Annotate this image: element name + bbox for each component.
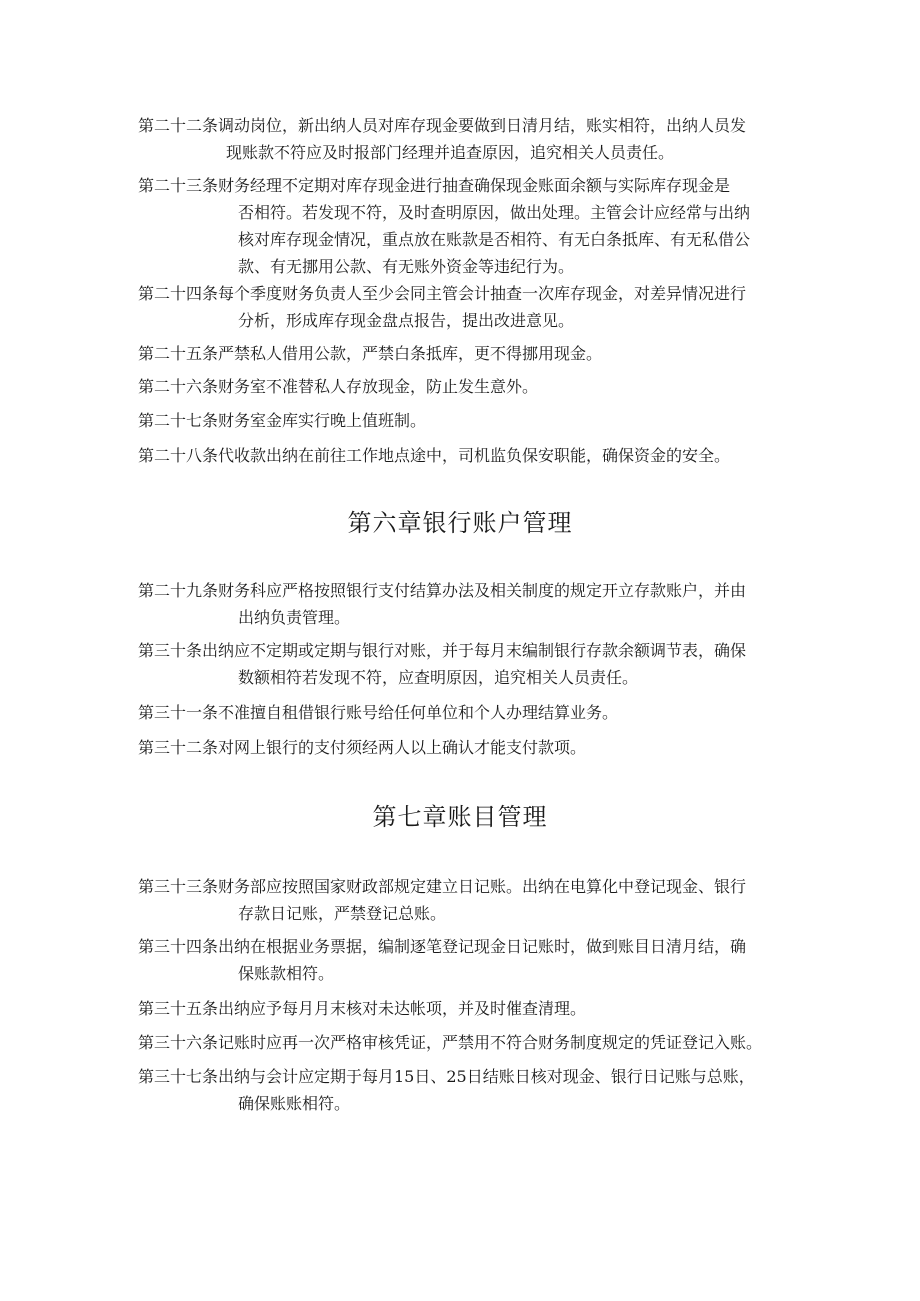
article-line: 第二十三条财务经理不定期对库存现金进行抽查确保现金账面余额与实际库存现金是 — [138, 176, 731, 195]
chapter-7-heading: 第七章账目管理 — [372, 803, 548, 831]
article-line: 数额相符若发现不符，应查明原因，追究相关人员责任。 — [238, 668, 639, 687]
article-line: 第三十一条不准擅自租借银行账号给任何单位和个人办理结算业务。 — [138, 703, 619, 722]
article-23 — [138, 172, 793, 280]
article-26 — [138, 373, 793, 400]
article-22 — [138, 112, 793, 166]
article-line: 第三十条出纳应不定期或定期与银行对账，并于每月末编制银行存款余额调节表，确保 — [138, 641, 747, 660]
article-33 — [138, 873, 793, 927]
article-line: 第三十五条出纳应予每月月末核对未达帐项，并及时催查清理。 — [138, 999, 587, 1018]
article-32 — [138, 734, 793, 761]
article-29 — [138, 577, 793, 631]
article-36 — [138, 1029, 793, 1056]
article-line: 第二十四条每个季度财务负责人至少会同主管会计抽查一次库存现金，对差异情况进行 — [138, 284, 747, 303]
article-line: 分析，形成库存现金盘点报告，提出改进意见。 — [238, 311, 575, 330]
article-line: 第二十二条调动岗位，新出纳人员对库存现金要做到日清月结，账实相符，出纳人员发 — [138, 116, 747, 135]
article-35 — [138, 995, 793, 1022]
article-line: 第三十三条财务部应按照国家财政部规定建立日记账。出纳在电算化中登记现金、银行 — [138, 877, 747, 896]
article-line: 第二十六条财务室不准替私人存放现金，防止发生意外。 — [138, 377, 539, 396]
article-line: 保账款相符。 — [238, 964, 335, 983]
article-28 — [138, 442, 793, 469]
article-line: 第三十七条出纳与会计应定期于每月15日、25日结账日核对现金、银行日记账与总账， — [138, 1067, 755, 1086]
article-line: 核对库存现金情况，重点放在账款是否相符、有无白条抵库、有无私借公 — [238, 230, 751, 249]
article-line: 第二十九条财务科应严格按照银行支付结算办法及相关制度的规定开立存款账户，并由 — [138, 581, 747, 600]
article-line: 第三十四条出纳在根据业务票据，编制逐笔登记现金日记账时，做到账目日清月结，确 — [138, 937, 747, 956]
article-37 — [138, 1063, 793, 1117]
article-25 — [138, 340, 793, 367]
article-line: 否相符。若发现不符，及时查明原因，做出处理。主管会计应经常与出纳 — [238, 203, 751, 222]
article-34 — [138, 933, 793, 987]
chapter-6-heading: 第六章银行账户管理 — [347, 509, 573, 537]
article-31 — [138, 699, 793, 726]
article-line: 第二十八条代收款出纳在前往工作地点途中，司机监负保安职能，确保资金的安全。 — [138, 446, 731, 465]
article-line: 存款日记账，严禁登记总账。 — [238, 904, 447, 923]
article-line: 第三十六条记账时应再一次严格审核凭证，严禁用不符合财务制度规定的凭证登记入账。 — [138, 1033, 763, 1052]
article-line: 现账款不符应及时报部门经理并追查原因，追究相关人员责任。 — [226, 143, 675, 162]
article-line: 确保账账相符。 — [238, 1094, 351, 1113]
article-line: 第二十五条严禁私人借用公款，严禁白条抵库，更不得挪用现金。 — [138, 344, 603, 363]
article-27 — [138, 407, 793, 434]
article-24 — [138, 280, 793, 334]
article-line: 第二十七条财务室金库实行晚上值班制。 — [138, 411, 427, 430]
article-line: 第三十二条对网上银行的支付须经两人以上确认才能支付款项。 — [138, 738, 587, 757]
article-line: 款、有无挪用公款、有无账外资金等违纪行为。 — [238, 257, 575, 276]
article-30 — [138, 637, 793, 691]
article-line: 出纳负责管理。 — [238, 608, 351, 627]
